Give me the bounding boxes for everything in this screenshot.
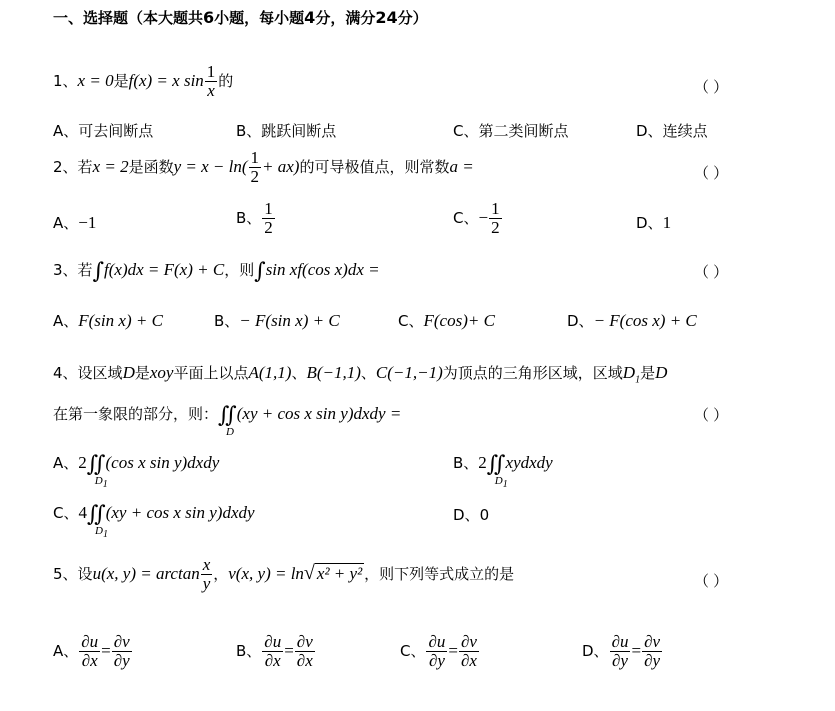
question-text: 设: [77, 564, 93, 583]
heading-text: 分）: [397, 9, 428, 27]
option-D: D、1: [636, 213, 672, 232]
question-text: ，则: [224, 261, 255, 279]
question-text: 若: [77, 157, 93, 176]
option-A: A、 $\frac{\partial u}{\partial x}$ = $\frac{\partial v}{\partial y}$: [53, 632, 130, 670]
radicand: x² + y²: [316, 563, 363, 583]
option-C: C、4∬ $D_1$ (xy + cos x sin y)dxdy: [53, 502, 255, 541]
heading-text: 一、选择题（本大题共: [53, 9, 204, 27]
math-expr: xoy: [149, 363, 174, 382]
question-text: 、: [291, 364, 307, 382]
math-expr: v(x, y) = ln: [228, 563, 304, 583]
option-D: D、0: [453, 506, 490, 524]
question-text: 是函数: [128, 157, 174, 176]
question-1: [53, 63, 233, 100]
fraction: $\frac{1}{2}$: [250, 148, 260, 186]
fraction: $\frac{1}{2}$: [491, 199, 500, 237]
question-number: 2、: [53, 157, 78, 176]
math-expr: C(−1,−1): [375, 363, 443, 382]
question-number: 3、: [53, 261, 78, 279]
heading-text: 分，满分: [315, 9, 376, 27]
double-integral: ∬ $D_1$: [486, 452, 508, 491]
option-B: B、 $\frac{\partial u}{\partial x}$ = $\frac{\partial v}{\partial x}$: [236, 632, 313, 670]
integral-sign: ∫: [92, 259, 105, 284]
integral-sign: ∫: [254, 259, 266, 284]
double-integral: ∬ D: [218, 403, 237, 438]
option-A: A、2∬ $D_1$ (cos x sin y)dxdy: [53, 452, 220, 491]
answer-blank: （ ）: [694, 573, 729, 590]
math-expr: x = 0: [77, 70, 114, 90]
option-C: C、F(cos)+ C: [398, 311, 495, 330]
question-text: 、: [360, 364, 376, 382]
question-3: [53, 259, 380, 284]
math-expr: sin xf(cos x)dx =: [265, 260, 380, 279]
math-expr: f(x)dx = F(x) + C: [104, 260, 225, 279]
heading-total: 24: [375, 8, 398, 27]
answer-blank: （ ）: [694, 79, 729, 96]
option-D: D、连续点: [636, 122, 708, 140]
question-text: 的可导极值点，则常数: [299, 157, 450, 176]
option-A: A、F(sin x) + C: [53, 311, 163, 330]
question-text: 为顶点的三角形区域，区域: [442, 364, 623, 382]
option-C: C、第二类间断点: [453, 122, 569, 140]
answer-blank: （ ）: [694, 407, 729, 424]
question-4-line-2: [53, 403, 402, 438]
option-B: B、− F(sin x) + C: [214, 311, 340, 330]
option-B: B、跳跃间断点: [236, 122, 337, 140]
option-C: C、− $\frac{1}{2}$: [453, 199, 500, 237]
math-expr: a =: [449, 156, 474, 176]
sqrt-sign: √: [303, 561, 315, 584]
heading-text: 小题，每小题: [214, 9, 305, 27]
math-expr: A(1,1): [248, 363, 292, 382]
heading-count: 6: [203, 8, 215, 27]
option-D: D、 $\frac{\partial u}{\partial y}$ = $\frac{\partial v}{\partial y}$: [582, 632, 661, 670]
question-text: 是: [113, 71, 129, 90]
math-expr: D: [122, 363, 135, 382]
double-integral: ∬ $D_1$: [86, 502, 108, 541]
fraction: $\frac{1}{2}$: [264, 199, 273, 237]
question-5: [53, 556, 514, 593]
fraction: $\frac{x}{y}$: [202, 555, 211, 593]
double-integral: ∬ $D_1$: [86, 452, 108, 491]
question-text: 设区域: [77, 364, 123, 382]
question-text: 是: [134, 364, 150, 382]
question-text: 若: [77, 261, 93, 279]
option-A: A、−1: [53, 213, 97, 232]
option-C: C、 $\frac{\partial u}{\partial y}$ = $\frac{\partial v}{\partial x}$: [400, 632, 477, 670]
question-number: 1、: [53, 71, 78, 90]
math-expr: x = 2: [92, 156, 129, 176]
question-text: 的: [218, 71, 234, 90]
question-2: [53, 149, 474, 186]
math-expr: (xy + cos x sin y)dxdy =: [236, 404, 402, 423]
heading-points-each: 4: [304, 8, 316, 27]
question-text: 是: [640, 364, 656, 382]
math-expr: B(−1,1): [306, 363, 361, 382]
question-text: 在第一象限的部分，则：: [53, 405, 219, 423]
option-B: B、 $\frac{1}{2}$: [236, 199, 273, 237]
math-expr: D: [655, 363, 668, 382]
question-text: ，则下列等式成立的是: [364, 564, 515, 583]
question-number: 4、: [53, 364, 78, 382]
fraction: $\frac{1}{x}$: [206, 62, 216, 100]
math-expr: y = x − ln(: [173, 156, 248, 176]
math-expr: f(x) = x sin: [128, 70, 204, 90]
answer-blank: （ ）: [694, 165, 729, 182]
answer-blank: （ ）: [694, 264, 729, 281]
question-number: 5、: [53, 564, 78, 583]
math-expr: $D_1$: [622, 363, 641, 386]
question-text: ，: [213, 564, 229, 583]
question-text: 平面上以点: [173, 364, 249, 382]
option-A: A、可去间断点: [53, 122, 154, 140]
math-expr: + ax): [262, 156, 300, 176]
math-expr: u(x, y) = arctan: [92, 563, 200, 583]
question-4: [53, 362, 667, 385]
section-heading: [53, 7, 428, 28]
option-D: D、− F(cos x) + C: [567, 311, 697, 330]
option-B: B、2∬ $D_1$ xydxdy: [453, 452, 553, 491]
